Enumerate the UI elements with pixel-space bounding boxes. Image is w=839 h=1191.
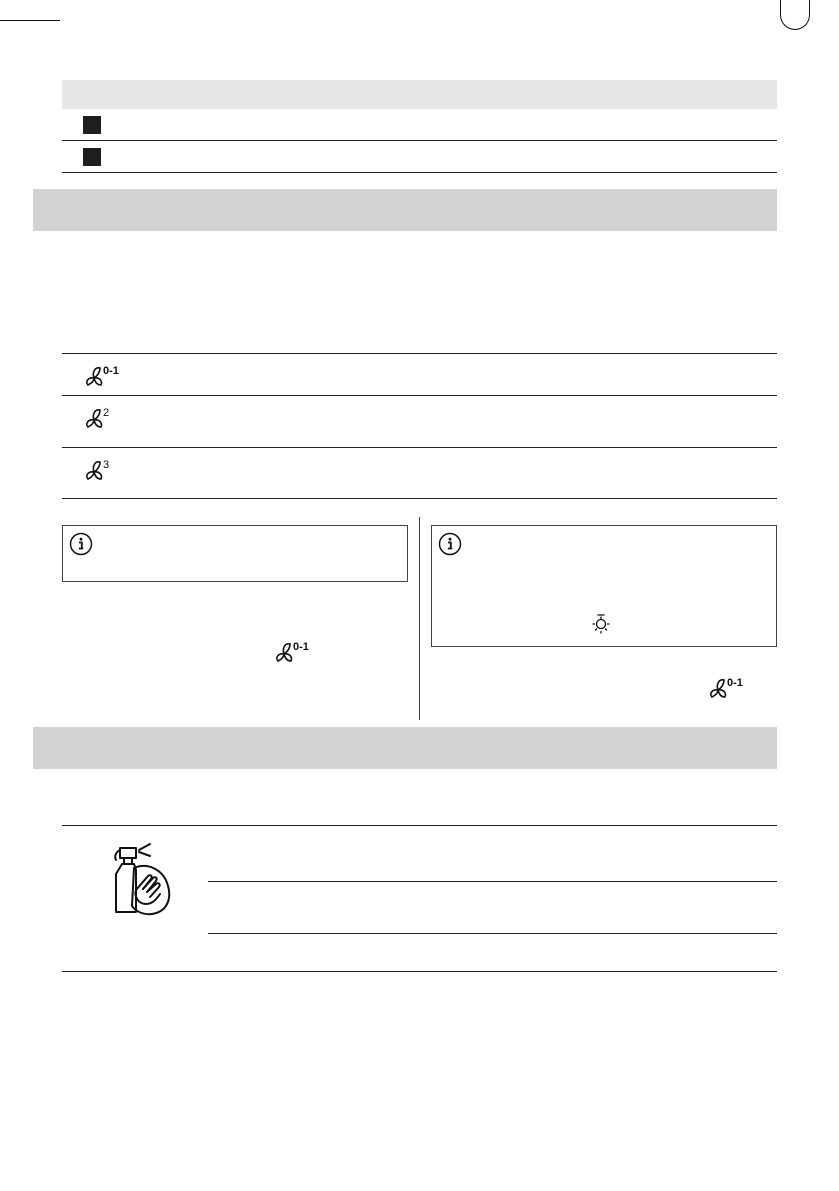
black-square-icon xyxy=(83,148,101,166)
table-row xyxy=(62,395,777,447)
svg-text:0-1: 0-1 xyxy=(293,641,309,653)
black-square-icon xyxy=(83,116,101,134)
light-bulb-icon xyxy=(589,612,613,641)
fan-speed-icon xyxy=(82,405,142,436)
fan-speed-icon xyxy=(82,457,142,488)
fan-speed-table xyxy=(62,353,777,499)
svg-text:0-1: 0-1 xyxy=(103,365,119,377)
info-note-left xyxy=(62,525,408,582)
table-row xyxy=(62,141,777,173)
svg-text:2: 2 xyxy=(103,407,110,419)
table-divider xyxy=(208,881,777,882)
cleaning-table xyxy=(62,825,777,972)
table-header-strip xyxy=(62,80,777,109)
section-header-band xyxy=(33,727,777,769)
section-header-band xyxy=(33,189,777,231)
svg-text:3: 3 xyxy=(103,459,110,471)
table-row xyxy=(62,109,777,141)
table-divider xyxy=(208,933,777,934)
fan-speed-icon xyxy=(272,639,332,670)
fan-speed-icon xyxy=(706,675,766,706)
svg-text:0-1: 0-1 xyxy=(727,677,743,689)
table-row xyxy=(62,447,777,499)
table-row xyxy=(62,353,777,395)
info-icon xyxy=(438,532,462,561)
column-divider xyxy=(419,517,420,720)
info-icon xyxy=(69,532,93,561)
spray-and-cloth-icon xyxy=(106,834,188,921)
fan-speed-icon xyxy=(82,363,142,394)
page-edge-line xyxy=(0,20,60,21)
info-note-right xyxy=(431,525,777,647)
page-edge-tab xyxy=(780,0,810,30)
